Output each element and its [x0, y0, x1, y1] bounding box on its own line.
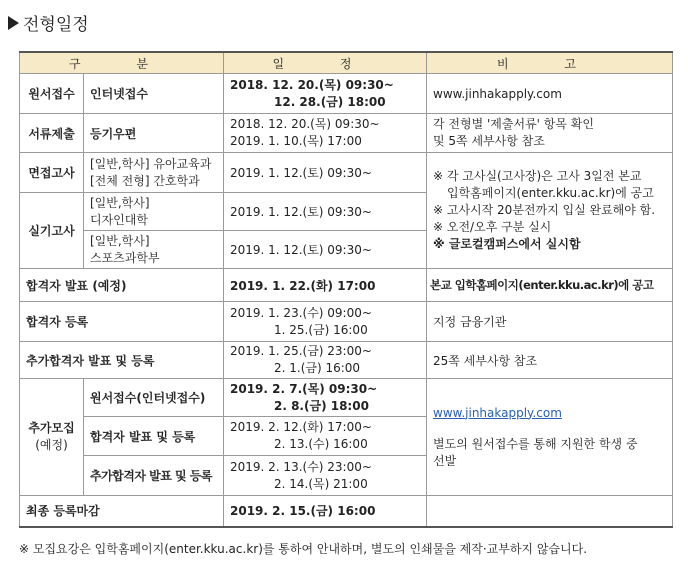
row-subcategory: 인터넷접수 — [84, 74, 224, 114]
row-subcategory: 원서접수(인터넷접수) — [84, 379, 224, 417]
row-subcategory: [일반,학사] 유아교육과 [전체 전형] 간호학과 — [84, 153, 224, 193]
row-note: 본교 입학홈페이지(enter.kku.ac.kr)에 공고 — [427, 269, 673, 302]
row-label: 최종 등록마감 — [20, 496, 224, 527]
row-subcategory: 등기우편 — [84, 114, 224, 153]
table-row — [20, 379, 673, 417]
triangle-bullet-icon — [8, 16, 19, 30]
row-date: 2018. 12. 20.(목) 09:30~ 2019. 1. 10.(목) 17:00 — [224, 114, 427, 153]
row-note-empty — [427, 496, 673, 527]
row-date: 2019. 2. 15.(금) 16:00 — [224, 496, 427, 527]
header-schedule: 일 정 — [224, 52, 427, 74]
row-note: 25쪽 세부사항 참조 — [427, 342, 673, 379]
table-header-row — [20, 52, 673, 74]
table-row — [20, 342, 673, 379]
exam-note: ※ 각 고사실(고사장)은 고사 3일전 본교 입학홈페이지(enter.kku.ac.kr)에 공고 ※ 고사시작 20분전까지 입실 완료해야 함. ※ 오전/오후 구분 실시 ※ 글로컬캠퍼스에서 실시함 — [427, 153, 673, 269]
row-date: 2019. 1. 12.(토) 09:30~ — [224, 153, 427, 193]
row-subcategory: 추가합격자 발표 및 등록 — [84, 456, 224, 496]
row-subcategory: [일반,학사] 스포츠과학부 — [84, 231, 224, 269]
row-date: 2018. 12. 20.(목) 09:30~ 12. 28.(금) 18:00 — [224, 74, 427, 114]
row-category: 서류제출 — [20, 114, 84, 153]
table-row — [20, 496, 673, 527]
row-label: 추가합격자 발표 및 등록 — [20, 342, 224, 379]
header-category: 구 분 — [20, 52, 224, 74]
table-row — [20, 302, 673, 342]
row-category: 원서접수 — [20, 74, 84, 114]
row-subcategory: 합격자 발표 및 등록 — [84, 417, 224, 456]
row-date: 2019. 1. 12.(토) 09:30~ — [224, 231, 427, 269]
jinhak-link[interactable]: www.jinhakapply.com — [433, 405, 562, 420]
row-subcategory: [일반,학사] 디자인대학 — [84, 193, 224, 231]
row-date: 2019. 2. 13.(수) 23:00~ 2. 14.(목) 21:00 — [224, 456, 427, 496]
table-row — [20, 114, 673, 153]
row-category: 실기고사 — [20, 193, 84, 269]
row-note: 각 전형별 '제출서류' 항목 확인 및 5쪽 세부사항 참조 — [427, 114, 673, 153]
row-date: 2019. 1. 25.(금) 23:00~ 2. 1.(금) 16:00 — [224, 342, 427, 379]
section-title-text: 전형일정 — [23, 15, 89, 35]
supplementary-note: www.jinhakapply.com 별도의 원서접수를 통해 지원한 학생 중 선발 — [427, 379, 673, 496]
row-category: 추가모집 (예정) — [20, 379, 84, 496]
row-category: 면접고사 — [20, 153, 84, 193]
row-date: 2019. 1. 23.(수) 09:00~ 1. 25.(금) 16:00 — [224, 302, 427, 342]
row-label: 합격자 등록 — [20, 302, 224, 342]
section-title — [8, 10, 89, 35]
row-note: www.jinhakapply.com — [427, 74, 673, 114]
row-date: 2019. 2. 7.(목) 09:30~ 2. 8.(금) 18:00 — [224, 379, 427, 417]
header-remarks: 비 고 — [427, 52, 673, 74]
table-row — [20, 153, 673, 193]
row-date: 2019. 1. 12.(토) 09:30~ — [224, 193, 427, 231]
row-label: 합격자 발표 (예정) — [20, 269, 224, 302]
footnote: ※ 모집요강은 입학홈페이지(enter.kku.ac.kr)를 통하여 안내하며, 별도의 인쇄물을 제작·교부하지 않습니다. — [19, 542, 588, 556]
schedule-table — [19, 51, 673, 528]
row-date: 2019. 1. 22.(화) 17:00 — [224, 269, 427, 302]
table-row — [20, 74, 673, 114]
table-row — [20, 269, 673, 302]
row-date: 2019. 2. 12.(화) 17:00~ 2. 13.(수) 16:00 — [224, 417, 427, 456]
row-note: 지정 금융기관 — [427, 302, 673, 342]
